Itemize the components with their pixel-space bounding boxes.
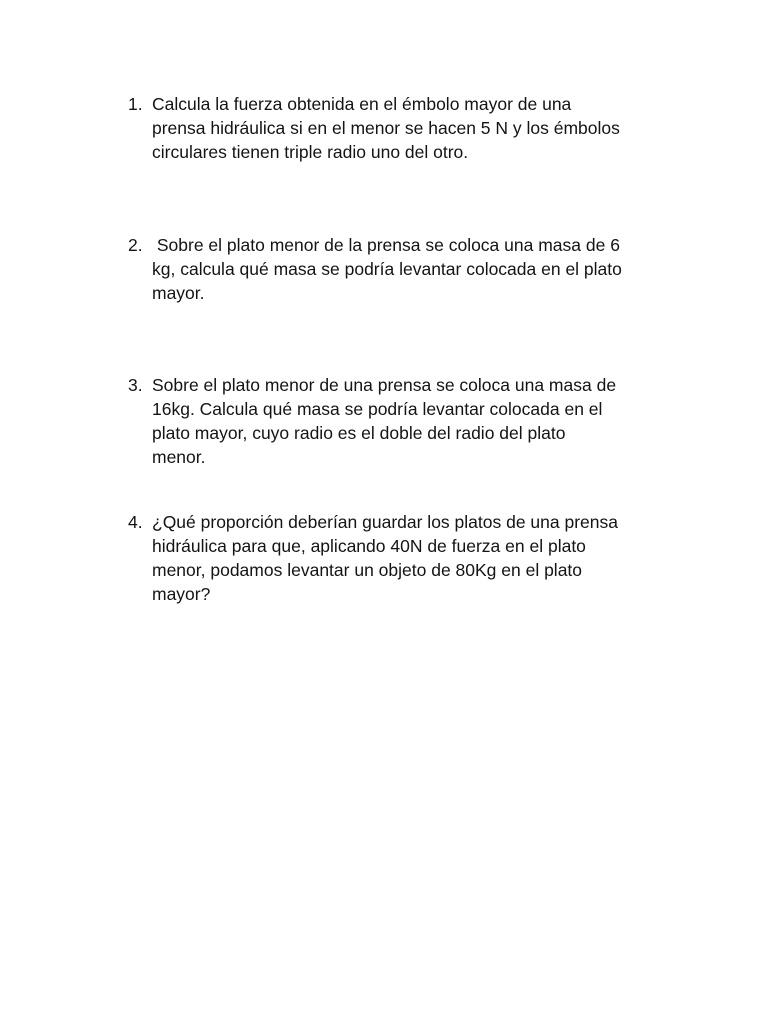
question-3 [128, 373, 668, 469]
question-line: Sobre el plato menor de una prensa se coloca una masa de [152, 375, 617, 395]
question-text [152, 373, 668, 469]
question-number: 1. [128, 94, 143, 114]
question-line: circulares tienen triple radio uno del otro. [152, 142, 469, 162]
question-line: kg, calcula qué masa se podría levantar colocada en el plato [152, 259, 622, 279]
question-line: mayor. [152, 283, 205, 303]
question-text [152, 92, 668, 164]
question-text [152, 233, 668, 305]
question-text [152, 510, 668, 606]
question-number: 3. [128, 375, 143, 395]
question-number: 2. [128, 235, 143, 255]
question-line: Sobre el plato menor de la prensa se coloca una masa de 6 [152, 235, 620, 255]
question-line: menor. [152, 447, 206, 467]
question-line: plato mayor, cuyo radio es el doble del radio del plato [152, 423, 566, 443]
question-line: hidráulica para que, aplicando 40N de fuerza en el plato [152, 536, 586, 556]
question-4 [128, 510, 668, 606]
question-1 [128, 92, 668, 164]
question-line: ¿Qué proporción deberían guardar los platos de una prensa [152, 512, 618, 532]
question-number: 4. [128, 512, 143, 532]
question-line: mayor? [152, 584, 211, 604]
question-line: 16kg. Calcula qué masa se podría levantar colocada en el [152, 399, 603, 419]
question-line: menor, podamos levantar un objeto de 80Kg en el plato [152, 560, 583, 580]
question-line: Calcula la fuerza obtenida en el émbolo mayor de una [152, 94, 572, 114]
question-2 [128, 233, 668, 305]
question-line: prensa hidráulica si en el menor se hacen 5 N y los émbolos [152, 118, 620, 138]
